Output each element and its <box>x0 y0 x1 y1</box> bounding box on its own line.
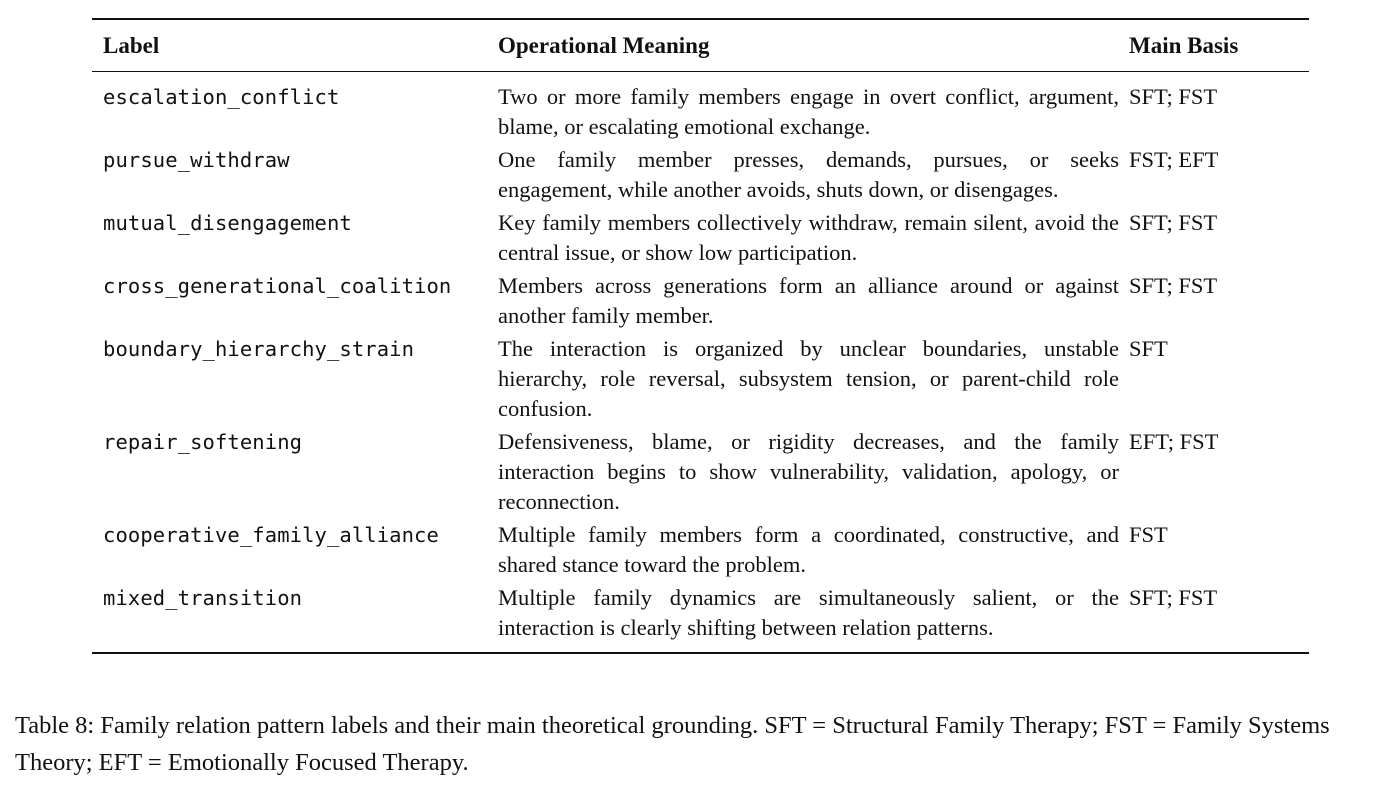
header-main-basis: Main Basis <box>1129 32 1239 58</box>
row-basis: EFT; FST <box>1129 429 1219 454</box>
row-meaning: Members across generations form an alliance around or against another family member. <box>498 273 1119 328</box>
table-row <box>92 208 1309 268</box>
table-row <box>92 583 1309 643</box>
table-row <box>92 271 1309 331</box>
table-row <box>92 427 1309 517</box>
row-label: cooperative_family_alliance <box>103 523 439 547</box>
row-meaning: The interaction is organized by unclear boundaries, unstable hierarchy, role reversal, subsystem tension, or parent-child role confusion. <box>498 336 1119 421</box>
row-meaning: One family member presses, demands, pursues, or seeks engagement, while another avoids, shuts down, or disengages. <box>498 147 1119 202</box>
table-caption: Table 8: Family relation pattern labels and their main theoretical grounding. SFT = Structural Family Therapy; FST = Family Systems Theory; EFT = Emotionally Focused Therapy. <box>15 712 1330 776</box>
row-label: escalation_conflict <box>103 85 340 109</box>
relation-pattern-table <box>92 18 1309 654</box>
row-basis: SFT; FST <box>1129 210 1218 235</box>
table-row <box>92 82 1309 142</box>
row-label: cross_generational_coalition <box>103 274 452 298</box>
row-basis: FST; EFT <box>1129 147 1219 172</box>
table-row <box>92 520 1309 580</box>
row-basis: SFT; FST <box>1129 84 1218 109</box>
table-row <box>92 334 1309 424</box>
table-header-row <box>92 20 1309 71</box>
header-label: Label <box>103 32 160 58</box>
row-label: repair_softening <box>103 430 303 454</box>
row-basis: FST <box>1129 522 1168 547</box>
row-meaning: Multiple family dynamics are simultaneously salient, or the interaction is clearly shifting between relation patterns. <box>498 585 1119 640</box>
row-meaning: Two or more family members engage in overt conflict, argument, blame, or escalating emotional exchange. <box>498 84 1119 139</box>
header-operational-meaning: Operational Meaning <box>498 32 710 58</box>
row-basis: SFT <box>1129 336 1168 361</box>
row-basis: SFT; FST <box>1129 273 1218 298</box>
row-label: pursue_withdraw <box>103 148 290 172</box>
row-label: mutual_disengagement <box>103 211 352 235</box>
table-bottom-rule <box>92 652 1309 654</box>
row-basis: SFT; FST <box>1129 585 1218 610</box>
table-body <box>92 72 1309 652</box>
row-label: mixed_transition <box>103 586 303 610</box>
row-meaning: Multiple family members form a coordinated, constructive, and shared stance toward the problem. <box>498 522 1119 577</box>
row-label: boundary_hierarchy_strain <box>103 337 415 361</box>
row-meaning: Key family members collectively withdraw, remain silent, avoid the central issue, or show low participation. <box>498 210 1119 265</box>
row-meaning: Defensiveness, blame, or rigidity decreases, and the family interaction begins to show vulnerability, validation, apology, or reconnection. <box>498 429 1119 514</box>
table-row <box>92 145 1309 205</box>
